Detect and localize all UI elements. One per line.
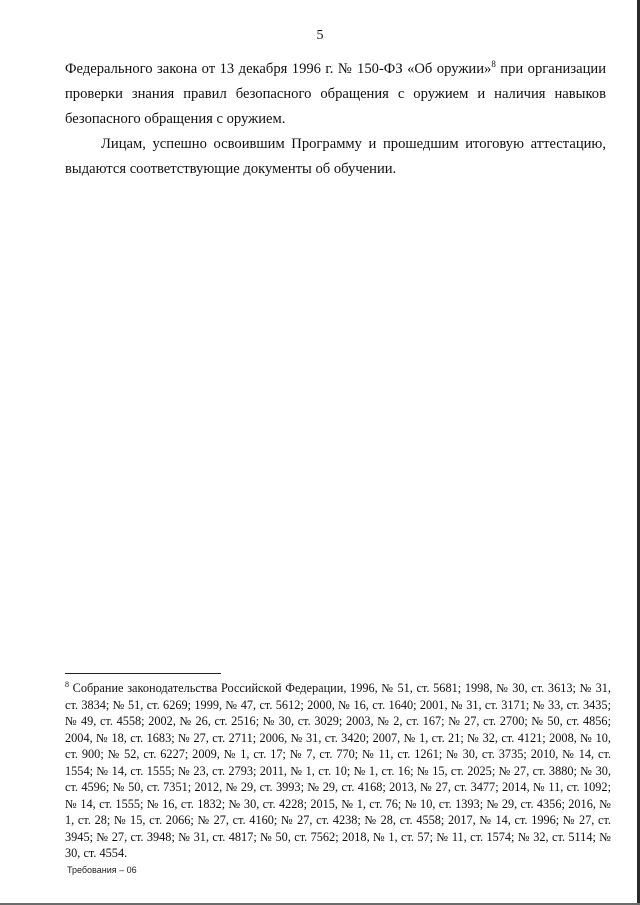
footnote-text: Собрание законодательства Российской Федерации, 1996, № 51, ст. 5681; 1998, № 30, ст. 3613; № 31, ст. 3834; № 51, ст. 6269; 1999, № 47, ст. 5612; 2000, № 16, ст. 1640; 2001, № 31, ст. 3171; № 33, ст. 3435; № 49, ст. 4558; 2002, № 26, ст. 2516; № 30, ст. 3029; 2003, № 2, ст. 167; № 27, ст. 2700; № 50, ст. 4856; 2004, № 18, ст. 1683; № 27, ст. 2711; 2006, № 31, ст. 3420; 2007, № 1, ст. 21; № 32, ст. 4121; 2008, № 10, ст. 900; № 52, ст. 6227; 2009, № 1, ст. 17; № 7, ст. 770; № 11, ст. 1261; № 30, ст. 3735; 2010, № 14, ст. 1554; № 14, ст. 1555; № 23, ст. 2793; 2011, № 1, ст. 10; № 1, ст. 16; № 15, ст. 2025; № 27, ст. 3880; № 30, ст. 4596; № 50, ст. 7351; 2012, № 29, ст. 3993; № 29, ст. 4168; 2013, № 27, ст. 3477; 2014, № 11, ст. 1092; № 14, ст. 1555; № 16, ст. 1832; № 30, ст. 4228; 2015, № 1, ст. 76; № 10, ст. 1393; № 29, ст. 4356; 2016, № 1, ст. 28; № 15, ст. 2066; № 27, ст. 4160; № 27, ст. 4238; № 28, ст. 4558; 2017, № 14, ст. 1996; № 27, ст. 3945; № 27, ст. 3948; № 31, ст. 4817; № 50, ст. 7562; 2018, № 1, ст. 57; № 11, ст. 1574; № 32, ст. 5114; № 30, ст. 4554.: [65, 681, 611, 860]
footnote-number: 8: [65, 680, 69, 689]
paragraph-1-continuation: при организации проверки знания правил безопасного обращения с оружием и наличия навыков безопасного обращения с оружием.: [65, 61, 607, 127]
page-number: 5: [316, 28, 324, 43]
footnote-separator: [65, 673, 221, 674]
footnote: [65, 680, 611, 862]
footnote-reference: 8: [491, 59, 496, 69]
paragraph-2: Лицам, успешно освоившим Программу и прошедшим итоговую аттестацию, выдаются соответствующие документы об обучении.: [65, 136, 606, 178]
document-code: Требования – 06: [67, 865, 137, 875]
paragraph-1: [65, 57, 606, 131]
paragraph-1-text: Федерального закона от 13 декабря 1996 г. № 150-ФЗ «Об оружии»: [65, 61, 492, 77]
body-text: [65, 57, 606, 182]
